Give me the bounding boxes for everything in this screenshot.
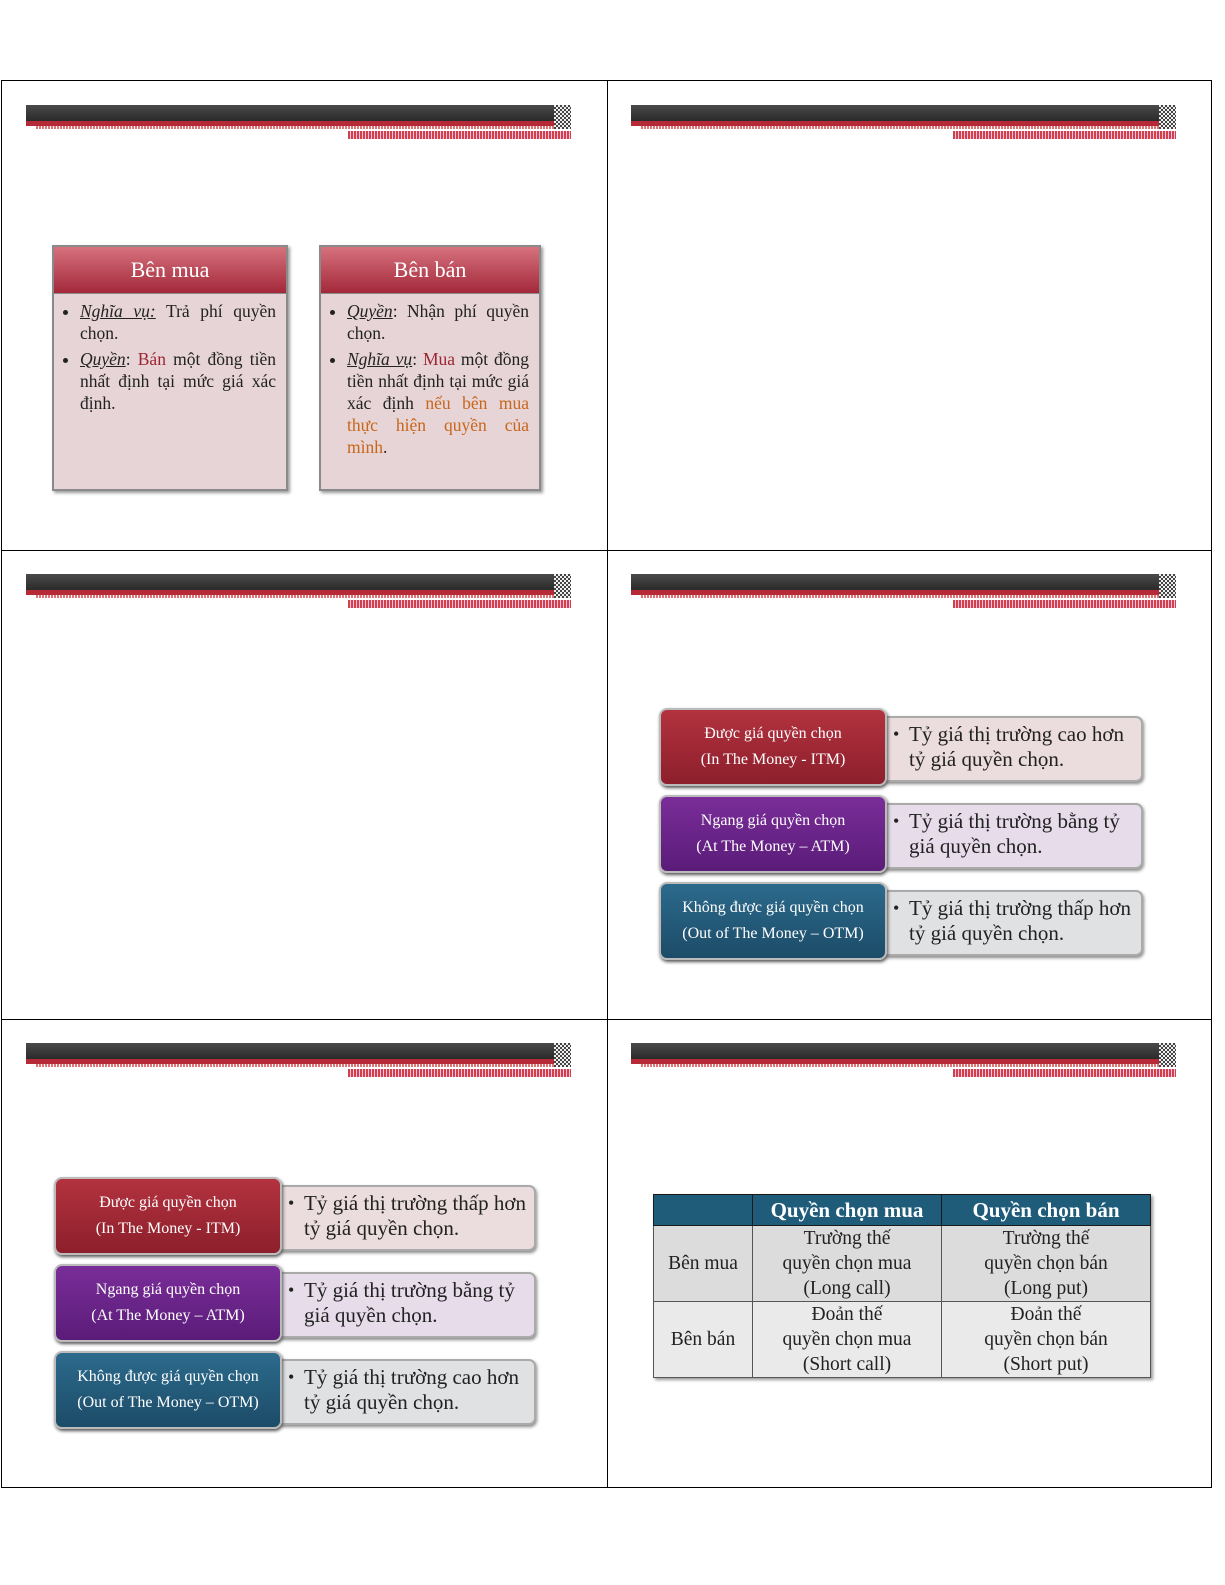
seller-title: Bên bán xyxy=(321,247,539,294)
long-put-cell: Trường thế quyền chọn bán (Long put) xyxy=(942,1226,1151,1302)
seller-right: • Quyền: Nhận phí quyền chọn. xyxy=(347,300,529,344)
buyer-title: Bên mua xyxy=(54,247,286,294)
atm-description: • Tỷ giá thị trường bằng tỷ giá quyền chọn. xyxy=(276,1272,536,1338)
otm-label: Không được giá quyền chọn (Out of The Money – OTM) xyxy=(54,1351,282,1429)
positions-table xyxy=(653,1194,1151,1378)
handout-grid xyxy=(1,80,1212,1488)
slide-header-bar xyxy=(26,1043,571,1081)
slide-header-bar xyxy=(26,574,571,612)
header-call: Quyền chọn mua xyxy=(753,1195,942,1226)
table-row xyxy=(654,1226,1151,1302)
slide-moneyness-put xyxy=(2,1019,606,1487)
row-label-seller: Bên bán xyxy=(654,1302,753,1378)
itm-description: • Tỷ giá thị trường cao hơn tỷ giá quyền chọn. xyxy=(881,716,1143,782)
short-call-cell: Đoản thế quyền chọn mua (Short call) xyxy=(753,1302,942,1378)
header-put: Quyền chọn bán xyxy=(942,1195,1151,1226)
buyer-obligation: • Nghĩa vụ: Trả phí quyền chọn. xyxy=(80,300,276,344)
short-put-cell: Đoản thế quyền chọn bán (Short put) xyxy=(942,1302,1151,1378)
buyer-box xyxy=(52,245,288,491)
atm-label: Ngang giá quyền chọn (At The Money – ATM) xyxy=(54,1264,282,1342)
slide-header-bar xyxy=(631,105,1176,143)
slide-header-bar xyxy=(631,574,1176,612)
slide-blank-2 xyxy=(2,550,606,1018)
slide-header-bar xyxy=(26,105,571,143)
buyer-right: • Quyền: Bán một đồng tiền nhất định tại mức giá xác định. xyxy=(80,348,276,414)
otm-description: • Tỷ giá thị trường cao hơn tỷ giá quyền chọn. xyxy=(276,1359,536,1425)
slide-buyer-seller xyxy=(2,81,606,549)
row-label-buyer: Bên mua xyxy=(654,1226,753,1302)
table-header-row xyxy=(654,1195,1151,1226)
otm-label: Không được giá quyền chọn (Out of The Money – OTM) xyxy=(659,882,887,960)
itm-label: Được giá quyền chọn (In The Money - ITM) xyxy=(54,1177,282,1255)
atm-description: • Tỷ giá thị trường bằng tỷ giá quyền chọn. xyxy=(881,803,1143,869)
slide-header-bar xyxy=(631,1043,1176,1081)
seller-obligation: • Nghĩa vụ: Mua một đồng tiền nhất định tại mức giá xác định nếu bên mua thực hiện quyền của mình. xyxy=(347,348,529,458)
itm-description: • Tỷ giá thị trường thấp hơn tỷ giá quyền chọn. xyxy=(276,1185,536,1251)
slide-moneyness-call xyxy=(607,550,1211,1018)
long-call-cell: Trường thế quyền chọn mua (Long call) xyxy=(753,1226,942,1302)
seller-box xyxy=(319,245,541,491)
atm-label: Ngang giá quyền chọn (At The Money – ATM) xyxy=(659,795,887,873)
itm-label: Được giá quyền chọn (In The Money - ITM) xyxy=(659,708,887,786)
otm-description: • Tỷ giá thị trường thấp hơn tỷ giá quyền chọn. xyxy=(881,890,1143,956)
slide-positions-table xyxy=(607,1019,1211,1487)
slide-blank-1 xyxy=(607,81,1211,549)
table-corner xyxy=(654,1195,753,1226)
table-row xyxy=(654,1302,1151,1378)
